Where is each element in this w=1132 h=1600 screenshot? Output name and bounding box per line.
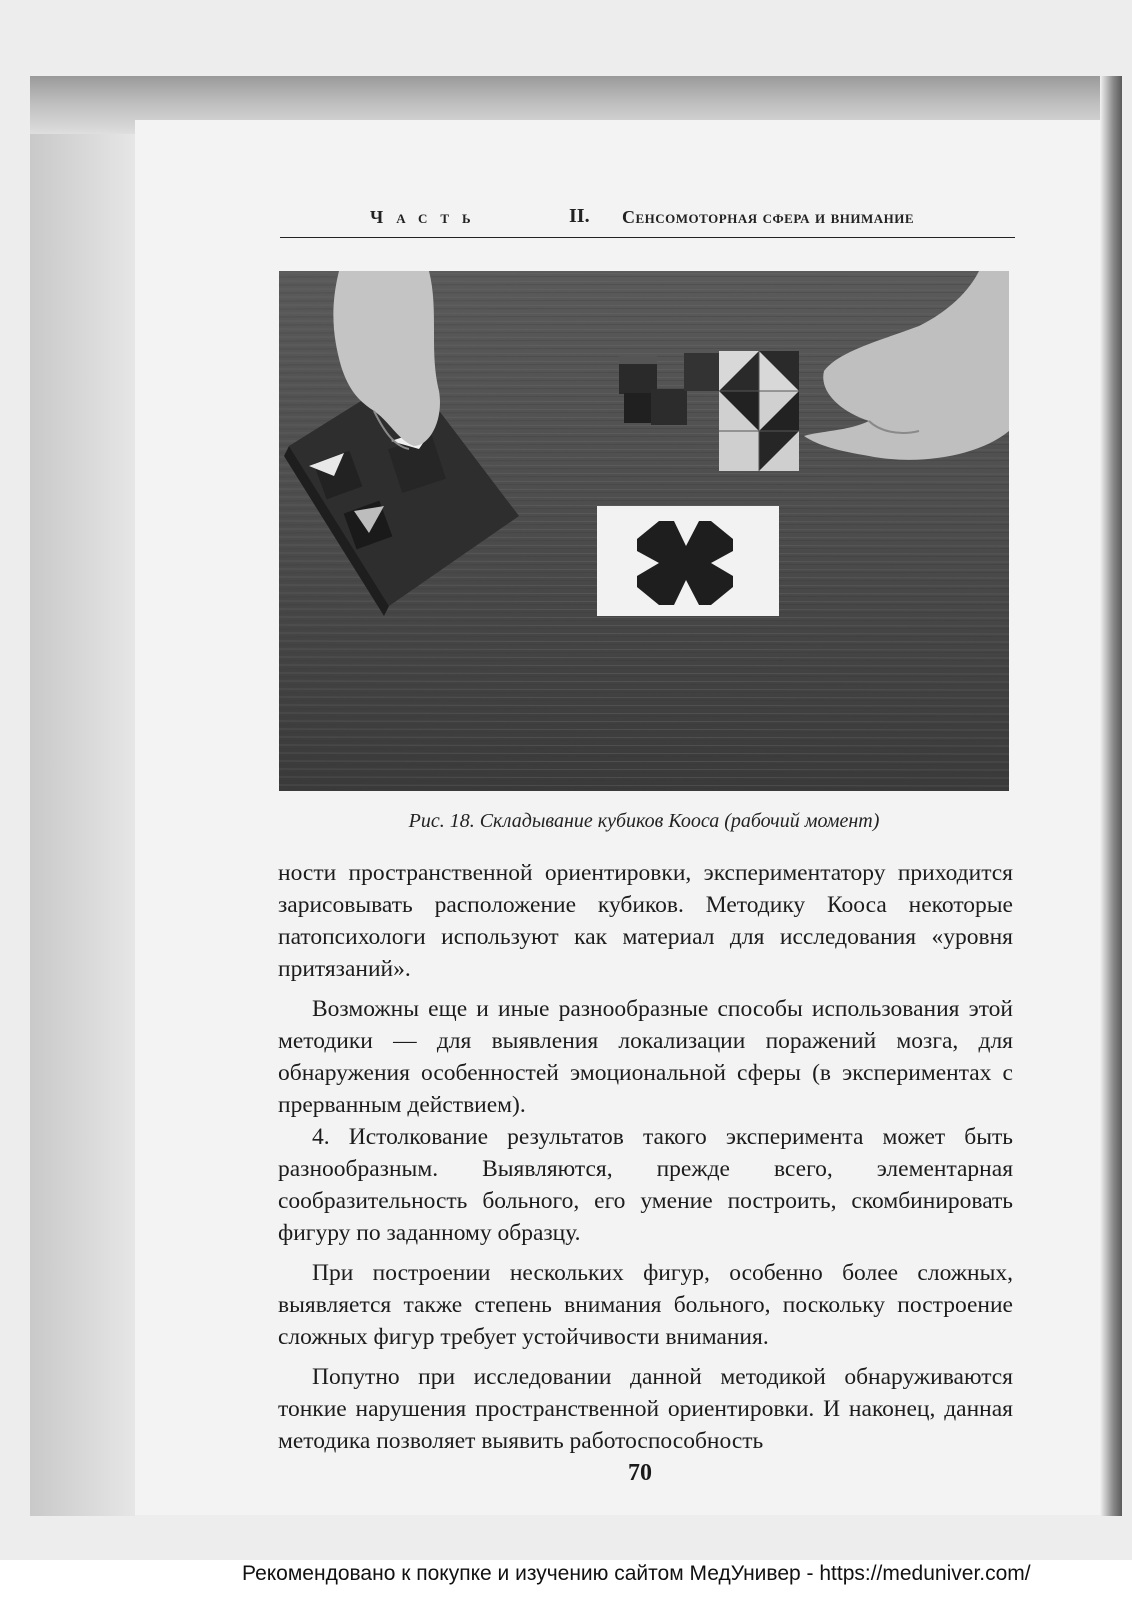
block: [651, 389, 687, 425]
block: [684, 353, 720, 391]
page-edge: [1100, 76, 1122, 1516]
pattern-card: [597, 506, 779, 616]
body-text: [278, 857, 1013, 1457]
paragraph: Возможны еще и иные разнообразные способы использования этой методики — для выявления локализации поражений мозга, для обнаружения особенностей эмоциональной сферы (в экспериментах с прерванным действием).: [278, 996, 1013, 1118]
binding-shadow: [30, 76, 135, 1516]
part-label: Часть: [370, 207, 484, 227]
kohs-blocks-photo: [279, 271, 1009, 791]
footer-link-text[interactable]: Рекомендовано к покупке и изучению сайтом МедУнивер - https://meduniver.com/: [242, 1562, 1031, 1585]
section-title: Сенсомоторная сфера и внимание: [622, 207, 915, 227]
paragraph: ности пространственной ориентировки, экспериментатору приходится зарисовывать расположение кубиков. Методику Кооса некоторые патопсихологи используют как материал для исследования «уровня притязаний».: [278, 860, 1013, 982]
paragraph: При построении нескольких фигур, особенно более сложных, выявляется также степень внимания больного, поскольку построение сложных фигур требует устойчивости внимания.: [278, 1260, 1013, 1350]
part-number: II.: [569, 205, 590, 227]
paragraph: 4. Истолкование результатов такого эксперимента может быть разнообразным. Выявляются, прежде всего, элементарная сообразительность больного, его умение построить, скомбинировать фигуру по заданному образцу.: [278, 1124, 1013, 1246]
paragraph: Попутно при исследовании данной методикой обнаруживаются тонкие нарушения пространственной ориентировки. И наконец, данная методика позволяет выявить работоспособность: [278, 1364, 1013, 1454]
running-head: [280, 207, 1015, 238]
figure-caption: Рис. 18. Складывание кубиков Кооса (рабочий момент): [408, 810, 880, 832]
page-number: 70: [628, 1460, 652, 1486]
assembled-blocks: [719, 351, 799, 471]
